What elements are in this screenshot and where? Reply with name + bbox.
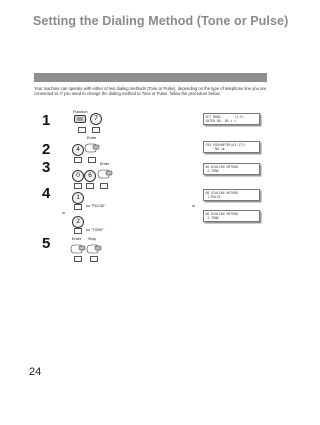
enter-key-label: Enter [72,237,82,241]
step-number: 2 [42,141,51,158]
key-1: 1 [72,192,84,204]
press-indicator [78,127,86,133]
press-indicator [90,256,98,262]
header-band [34,73,267,82]
lcd-display: SET MODE (1-9) ENTER NO. OR ∨ ∧ [203,113,260,125]
pulse-caption: for "PULSE". [86,204,107,208]
function-button [74,115,86,123]
press-indicator [74,157,82,163]
enter-key-label: Enter [100,162,110,166]
lcd-display: FAX PARAMETER(01-177) NO.=▮ [203,141,260,153]
key-6: 6 [84,170,96,182]
or-label: or [192,204,196,208]
hand-press-icon [84,141,100,153]
press-indicator [100,183,108,189]
function-key-label: Function [73,110,88,114]
key-0: 0 [72,170,84,182]
hand-press-icon [97,167,113,179]
key-2: 2 [72,216,84,228]
page-number: 24 [29,366,42,378]
press-indicator [74,204,82,210]
page-title: Setting the Dialing Method (Tone or Pulse) [33,14,289,28]
step-number: 4 [42,185,51,202]
lcd-display-tone: 06 DIALING METHOD 2:TONE [203,210,260,222]
intro-paragraph: Your machine can operate with either of two dialing methods (Tone or Pulse), depending on the type of telephone line you are connected to. If you need to change the dialing method to Tone or Pulse, follow the procedure below. [34,86,267,97]
tone-caption: for "TONE". [86,228,105,232]
step-number: 5 [42,235,51,252]
press-indicator [74,183,82,189]
hand-press-icon [86,242,102,254]
step-number: 3 [42,159,51,176]
key-7: 7 [90,113,102,125]
press-indicator [88,157,96,163]
hand-press-icon [70,242,86,254]
press-indicator [74,256,82,262]
lcd-display: 06 DIALING METHOD 2:TONE [203,163,260,175]
enter-key-label: Enter [87,136,97,140]
key-4: 4 [72,144,84,156]
lcd-display-pulse: 06 DIALING METHOD 1:PULSE [203,189,260,201]
press-indicator [86,183,94,189]
press-indicator [92,127,100,133]
press-indicator [74,228,82,234]
or-label: or [62,211,66,215]
stop-key-label: Stop [88,237,96,241]
step-number: 1 [42,112,51,129]
